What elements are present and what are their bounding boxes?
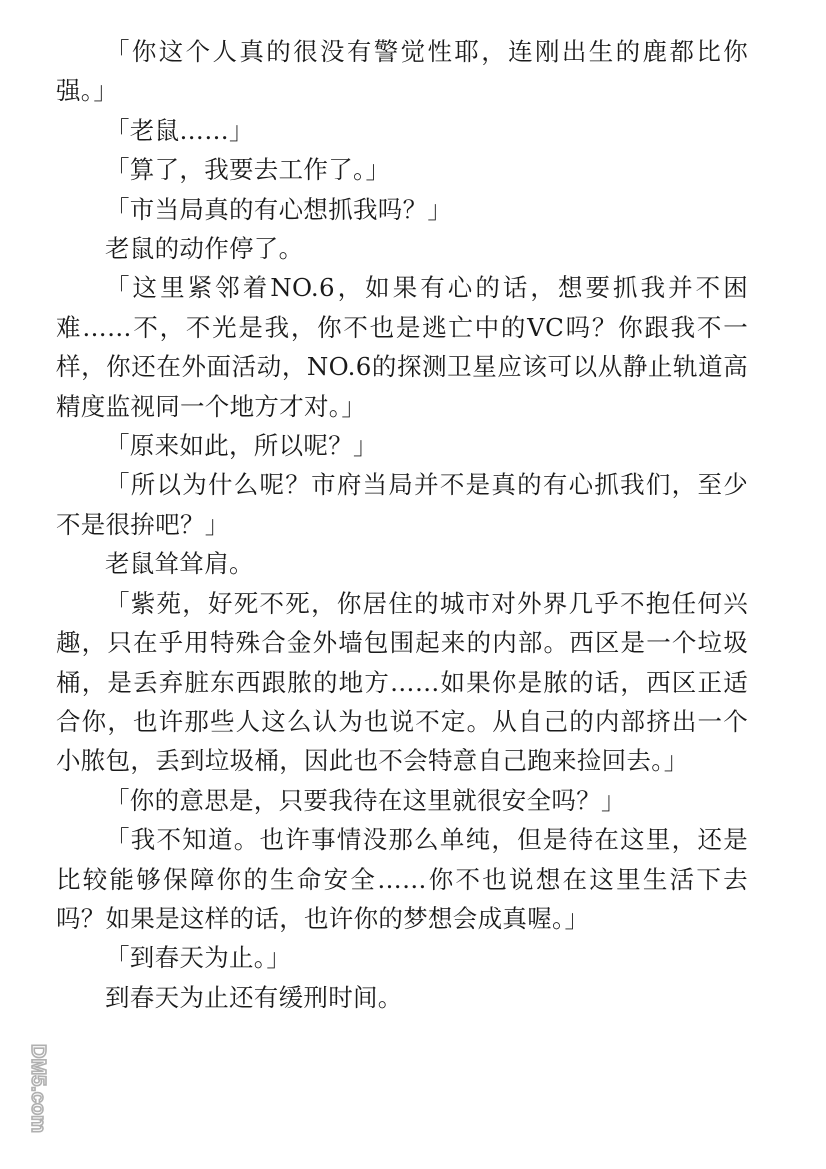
paragraph: 「你这个人真的很没有警觉性耶，连刚出生的鹿都比你强。」 [56, 37, 748, 106]
paragraph: 「所以为什么呢？市府当局并不是真的有心抓我们，至少不是很拚吧？」 [56, 470, 748, 539]
paragraph: 「市当局真的有心想抓我吗？」 [105, 194, 453, 224]
paragraph: 「紫苑，好死不死，你居住的城市对外界几乎不抱任何兴趣，只在乎用特殊合金外墙包围起来的内部。西区是一个垃圾桶，是丢弃脏东西跟脓的地方……如果你是脓的话，西区正适合你，也许那些人这么认为也说不定。从自己的内部挤出一个小脓包，丢到垃圾桶，因此也不会特意自己跑来捡回去。」 [56, 588, 748, 776]
text-body [56, 32, 748, 1017]
paragraph: 「老鼠……」 [105, 115, 254, 145]
paragraph: 「我不知道。也许事情没那么单纯，但是待在这里，还是比较能够保障你的生命安全……你不也说想在这里生活下去吗？如果是这样的话，也许你的梦想会成真喔。」 [56, 825, 748, 933]
paragraph: 到春天为止还有缓刑时间。 [105, 982, 403, 1012]
paragraph: 老鼠的动作停了。 [105, 234, 304, 264]
paragraph: 「算了，我要去工作了。」 [105, 155, 391, 185]
paragraph: 「这里紧邻着NO.6，如果有心的话，想要抓我并不困难……不，不光是我，你不也是逃亡中的VC吗？你跟我不一样，你还在外面活动，NO.6的探测卫星应该可以从静止轨道高精度监视同一个地方才对。」 [56, 273, 748, 421]
watermark-text: DM5.com [27, 1044, 49, 1133]
paragraph: 「到春天为止。」 [105, 943, 292, 973]
paragraph: 「原来如此，所以呢？」 [105, 431, 378, 461]
dm5-watermark-logo [10, 1040, 49, 1158]
paragraph: 老鼠耸耸肩。 [105, 549, 254, 579]
watermark-svg [10, 1040, 49, 1158]
paragraph: 「你的意思是，只要我待在这里就很安全吗？」 [105, 785, 626, 815]
